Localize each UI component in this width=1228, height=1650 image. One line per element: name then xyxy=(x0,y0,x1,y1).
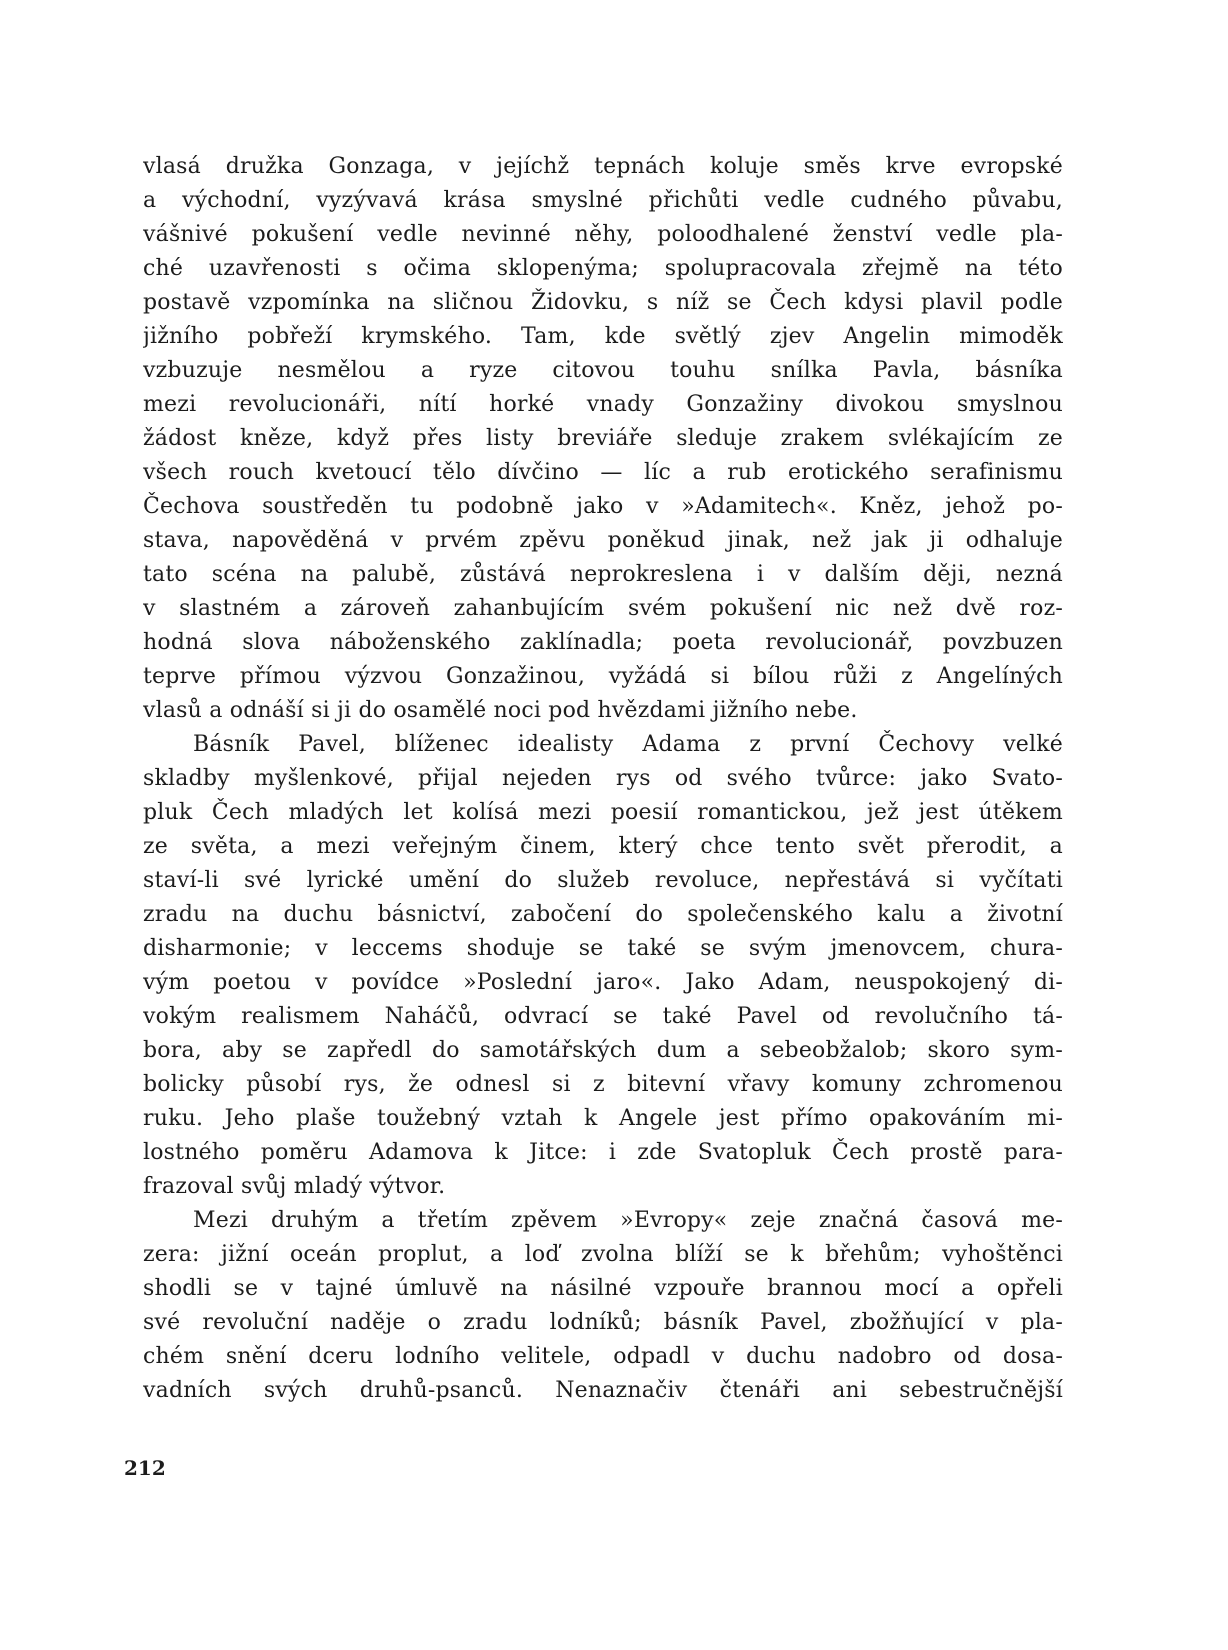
text-line: zradu na duchu básnictví, zabočení do společenského kalu a životní xyxy=(143,902,1063,927)
body-text xyxy=(143,150,1063,1408)
text-line: shodli se v tajné úmluvě na násilné vzpouře brannou mocí a opřeli xyxy=(143,1276,1063,1301)
text-line: postavě vzpomínka na sličnou Židovku, s níž se Čech kdysi plavil podle xyxy=(143,290,1063,315)
text-line: zera: jižní oceán proplut, a loď zvolna blíží se k břehům; vyhoštěnci xyxy=(143,1242,1063,1267)
page-number: 212 xyxy=(124,1456,166,1480)
text-line: chém snění dceru lodního velitele, odpadl v duchu nadobro od dosa- xyxy=(143,1344,1063,1369)
text-line: stava, napověděná v prvém zpěvu poněkud jinak, než jak ji odhaluje xyxy=(143,528,1063,553)
text-line: a východní, vyzývavá krása smyslné přichůti vedle cudného půvabu, xyxy=(143,188,1063,213)
text-line: skladby myšlenkové, přijal nejeden rys od svého tvůrce: jako Svato- xyxy=(143,766,1063,791)
text-line: všech rouch kvetoucí tělo dívčino — líc a rub erotického serafinismu xyxy=(143,460,1063,485)
text-line: Mezi druhým a třetím zpěvem »Evropy« zeje značná časová me- xyxy=(193,1208,1063,1233)
text-line: vadních svých druhů-psanců. Nenaznačiv čtenáři ani sebestručnější xyxy=(143,1378,1063,1403)
text-line: tato scéna na palubě, zůstává neprokreslena i v dalším ději, nezná xyxy=(143,562,1063,587)
text-line: lostného poměru Adamova k Jitce: i zde Svatopluk Čech prostě para- xyxy=(143,1140,1063,1165)
text-line: ruku. Jeho plaše toužebný vztah k Angele jest přímo opakováním mi- xyxy=(143,1106,1063,1131)
text-line: mezi revolucionáři, nítí horké vnady Gonzažiny divokou smyslnou xyxy=(143,392,1063,417)
text-line: bolicky působí rys, že odnesl si z bitevní vřavy komuny zchromenou xyxy=(143,1072,1063,1097)
text-line: staví-li své lyrické umění do služeb revoluce, nepřestává si vyčítati xyxy=(143,868,1063,893)
text-line: vokým realismem Naháčů, odvrací se také Pavel od revolučního tá- xyxy=(143,1004,1063,1029)
text-line: vým poetou v povídce »Poslední jaro«. Jako Adam, neuspokojený di- xyxy=(143,970,1063,995)
text-line: bora, aby se zapředl do samotářských dum a sebeobžalob; skoro sym- xyxy=(143,1038,1063,1063)
text-line: ché uzavřenosti s očima sklopenýma; spolupracovala zřejmě na této xyxy=(143,256,1063,281)
text-line: své revoluční naděje o zradu lodníků; básník Pavel, zbožňující v pla- xyxy=(143,1310,1063,1335)
text-line: Básník Pavel, blíženec idealisty Adama z první Čechovy velké xyxy=(193,732,1063,757)
text-line: ze světa, a mezi veřejným činem, který chce tento svět přerodit, a xyxy=(143,834,1063,859)
text-line: frazoval svůj mladý výtvor. xyxy=(143,1174,446,1199)
text-line: vášnivé pokušení vedle nevinné něhy, poloodhalené ženství vedle pla- xyxy=(143,222,1063,247)
text-line: žádost kněze, když přes listy breviáře sleduje zrakem svlékajícím ze xyxy=(143,426,1063,451)
text-line: v slastném a zároveň zahanbujícím svém pokušení nic než dvě roz- xyxy=(143,596,1063,621)
text-line: Čechova soustředěn tu podobně jako v »Adamitech«. Kněz, jehož po- xyxy=(143,494,1063,519)
text-line: vlasů a odnáší si ji do osamělé noci pod hvězdami jižního nebe. xyxy=(143,698,858,723)
text-line: teprve přímou výzvou Gonzažinou, vyžádá si bílou růži z Angelíných xyxy=(143,664,1063,689)
text-line: jižního pobřeží krymského. Tam, kde světlý zjev Angelin mimoděk xyxy=(143,324,1063,349)
text-line: pluk Čech mladých let kolísá mezi poesií romantickou, jež jest útěkem xyxy=(143,800,1063,825)
text-line: hodná slova náboženského zaklínadla; poeta revolucionář, povzbuzen xyxy=(143,630,1063,655)
text-line: vzbuzuje nesmělou a ryze citovou touhu snílka Pavla, básníka xyxy=(143,358,1063,383)
text-line: vlasá družka Gonzaga, v jejíchž tepnách koluje směs krve evropské xyxy=(143,154,1063,179)
text-line: disharmonie; v leccems shoduje se také se svým jmenovcem, chura- xyxy=(143,936,1063,961)
